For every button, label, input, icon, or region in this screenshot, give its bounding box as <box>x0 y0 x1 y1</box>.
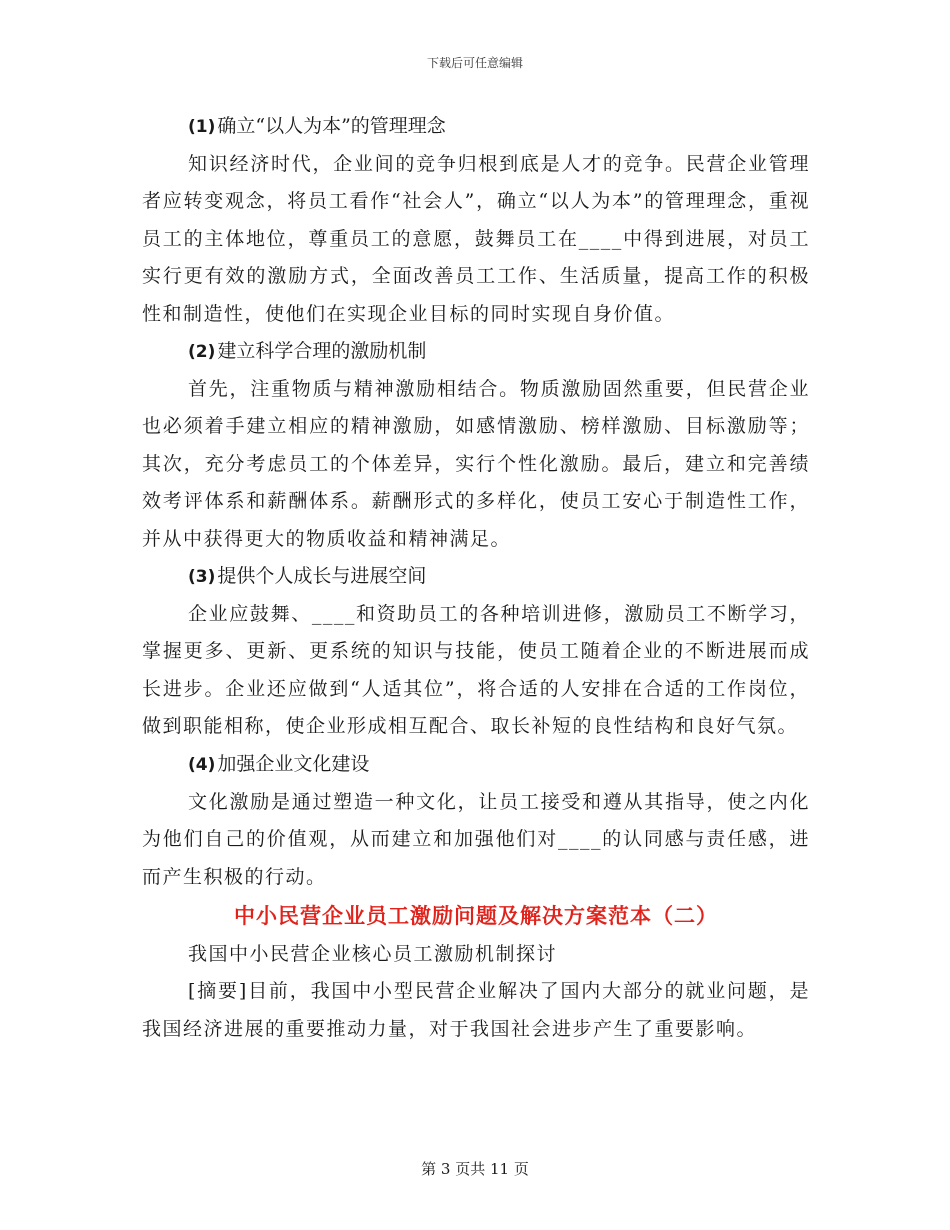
section-heading-3 <box>142 558 810 596</box>
page-footer: 第 3 页共 11 页 <box>421 1160 529 1178</box>
section-paragraph-3: 企业应鼓舞、____和资助员工的各种培训进修，激励员工不断学习，掌握更多、更新、更系统的知识与技能，使员工随着企业的不断进展而成长进步。企业还应做到“人适其位”，将合适的人安排在合适的工作岗位，做到职能相称，使企业形成相互配合、取长补短的良性结构和良好气氛。 <box>142 603 810 738</box>
document-body <box>142 108 810 1048</box>
section-number: (3) <box>188 567 216 588</box>
section-paragraph-1: 知识经济时代，企业间的竞争归根到底是人才的竞争。民营企业管理者应转变观念，将员工看作“社会人”，确立“以人为本”的管理理念，重视员工的主体地位，尊重员工的意愿，鼓舞员工在____中得到进展，对员工实行更有效的激励方式，全面改善员工工作、生活质量，提高工作的积极性和制造性，使他们在实现企业目标的同时实现自身价值。 <box>142 153 810 325</box>
section-title: 确立“以人为本”的管理理念 <box>217 115 446 137</box>
section-heading-4 <box>142 746 810 784</box>
section-paragraph-4: 文化激励是通过塑造一种文化，让员工接受和遵从其指导，使之内化为他们自己的价值观，从而建立和加强他们对____的认同感与责任感，进而产生积极的行动。 <box>142 790 810 888</box>
section-title: 建立科学合理的激励机制 <box>217 340 427 363</box>
section-number: (4) <box>188 754 216 775</box>
page-header: 下载后可任意编辑 <box>426 56 523 70</box>
section-title: 提供个人成长与进展空间 <box>217 565 427 588</box>
red-document-title: 中小民营企业员工激励问题及解决方案范本（二） <box>234 903 718 928</box>
section-paragraph-2: 首先，注重物质与精神激励相结合。物质激励固然重要，但民营企业也必须着手建立相应的精神激励，如感情激励、榜样激励、目标激励等；其次，充分考虑员工的个体差异，实行个性化激励。最后，建立和完善绩效考评体系和薪酬体系。薪酬形式的多样化，使员工安心于制造性工作，并从中获得更大的物质收益和精神满足。 <box>142 378 810 550</box>
section-number: (1) <box>188 117 216 137</box>
section-heading-2 <box>142 333 810 371</box>
section-number: (2) <box>188 342 216 363</box>
section-heading-1 <box>142 108 810 146</box>
document-subtitle: 我国中小民营企业核心员工激励机制探讨 <box>188 942 558 965</box>
section-title: 加强企业文化建设 <box>217 752 370 775</box>
abstract-paragraph: [摘要]目前，我国中小型民营企业解决了国内大部分的就业问题，是我国经济进展的重要推动力量，对于我国社会进步产生了重要影响。 <box>142 980 810 1040</box>
